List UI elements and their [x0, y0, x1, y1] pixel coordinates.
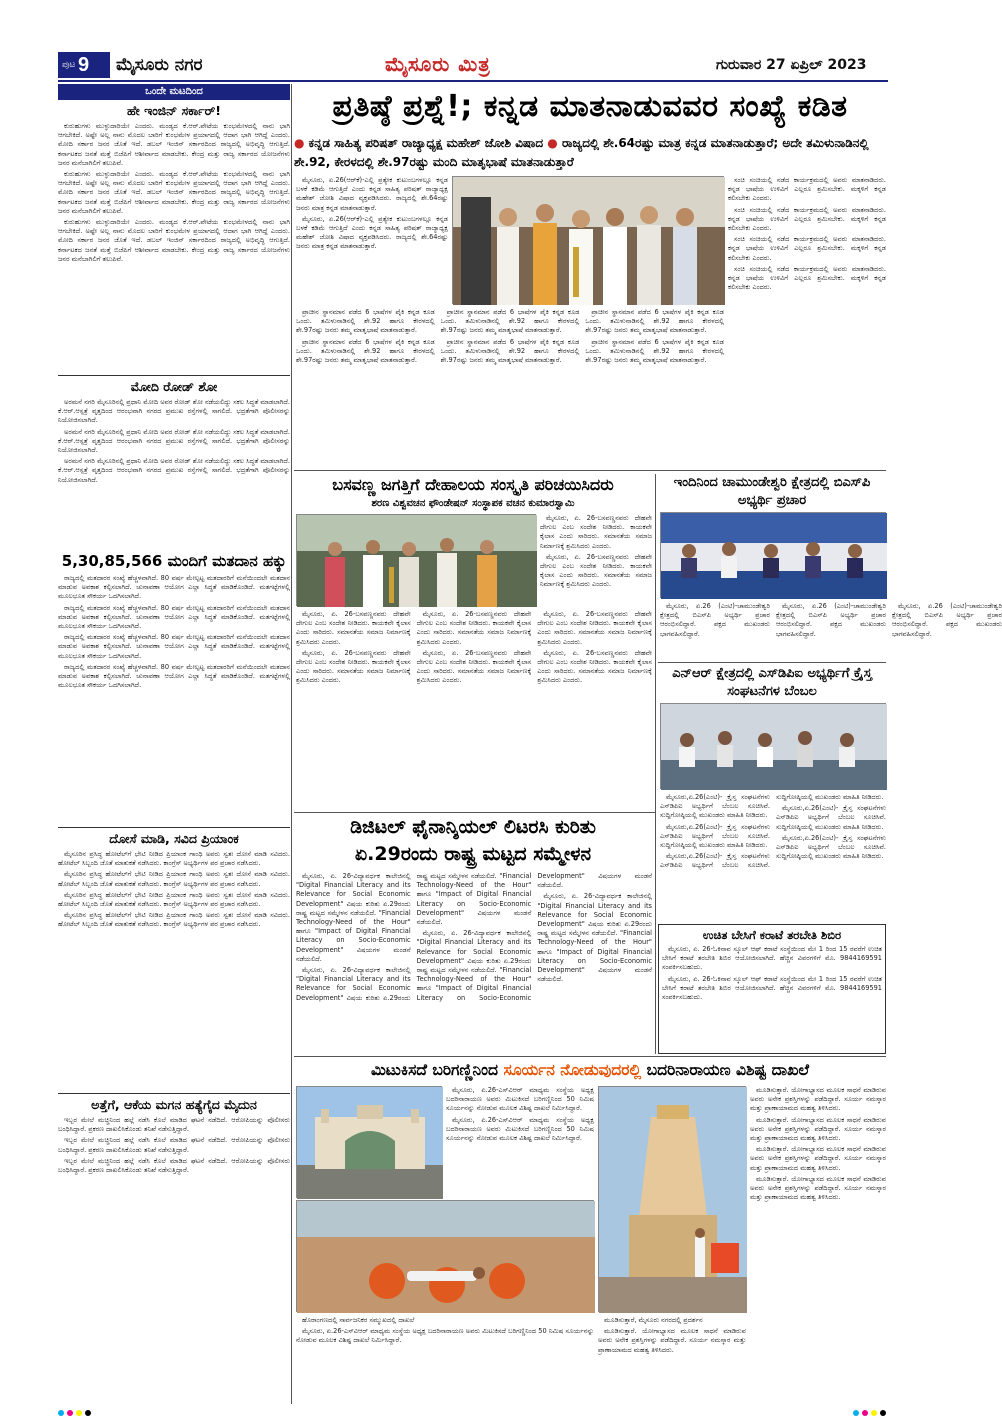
basava-subheadline: ಶರಣ ವಿಶ್ವವಚನ ಫೌಂಡೇಷನ್ ಸಂಸ್ಥಾಪಕ ವಚನ ಕುಮಾರಸ್ವಾಮಿ [371, 498, 575, 509]
story-paragraph: ಮೈಸೂರು, ಏ.26-ಎಸ್‌ವಿಆರ್ ಮಾಧ್ಯಮ ಸಂಸ್ಥೆಯ ಅಧ್ಯಕ್ಷ ಬದರಿನಾರಾಯಣ ಅವರು ಮಿಟುಕಿಸದೆ ಬರಿಗಣ್ಣಿನಿಂದ 50 ನಿಮಿಷ ಸೂರ್ಯನನ್ನು ನೋಡುವ ಮೂಲಕ ವಿಶಿಷ್ಟ ದಾಖಲೆ ನಿರ್ಮಿಸಿದ್ದಾರೆ. [446, 1086, 594, 1113]
story-paragraph: ಮೈಸೂರಿನ ಪ್ರಸಿದ್ಧ ಹೋಟೆಲ್‌ಗೆ ಭೇಟಿ ನೀಡಿದ ಪ್ರಿಯಾಂಕ ಗಾಂಧಿ ಅವರು ಸ್ವತಃ ದೋಸೆ ಮಾಡಿ ಸವಿದರು. ಹೋಟೆಲ್ ಸಿಬ್ಬಂದಿ ಜೊತೆ ಮಾತುಕತೆ ನಡೆಸಿದರು. ಕಾಂಗ್ರೆಸ್ ಅಭ್ಯರ್ಥಿಗಳ ಪರ ಪ್ರಚಾರ ನಡೆಸಿದರು. [58, 890, 290, 909]
lead-body-right [728, 176, 886, 406]
paper-logo: ಮೈಸೂರು ಮಿತ್ರ [385, 52, 491, 76]
story-paragraph: ಮೈಸೂರು, ಏ. 26-ಬಸವಣ್ಣನವರು ದೇಹವೇ ದೇಗುಲ ಎಂಬ ಸಂದೇಶ ನೀಡಿದರು. ಕಾಯಕವೇ ಕೈಲಾಸ ಎಂದು ಸಾರಿದರು. ಸಮಾನತೆಯ ಸಮಾಜ ನಿರ್ಮಾಣಕ್ಕೆ ಶ್ರಮಿಸಿದರು ಎಂದರು. [416, 610, 532, 646]
story-paragraph: ಇಬ್ಬರ ಮೇಲೆ ಮಚ್ಚಿನಿಂದ ಹಲ್ಲೆ ನಡೆಸಿ ಕೊಲೆ ಮಾಡಿದ ಘಟನೆ ನಡೆದಿದೆ. ಆರೋಪಿಯನ್ನು ಪೊಲೀಸರು ಬಂಧಿಸಿದ್ದಾರೆ. ಪ್ರಕರಣ ದಾಖಲಿಸಿಕೊಂಡು ತನಿಖೆ ನಡೆಸುತ್ತಿದ್ದಾರೆ. [58, 1116, 290, 1134]
story-paragraph: ಮೈಸೂರು, ಏ. 26-ಬಸವಣ್ಣನವರು ದೇಹವೇ ದೇಗುಲ ಎಂಬ ಸಂದೇಶ ನೀಡಿದರು. ಕಾಯಕವೇ ಕೈಲಾಸ ಎಂದು ಸಾರಿದರು. ಸಮಾನತೆಯ ಸಮಾಜ ನಿರ್ಮಾಣಕ್ಕೆ ಶ್ರಮಿಸಿದರು ಎಂದರು. [416, 648, 532, 685]
story-paragraph: ಇಬ್ಬರ ಮೇಲೆ ಮಚ್ಚಿನಿಂದ ಹಲ್ಲೆ ನಡೆಸಿ ಕೊಲೆ ಮಾಡಿದ ಘಟನೆ ನಡೆದಿದೆ. ಆರೋಪಿಯನ್ನು ಪೊಲೀಸರು ಬಂಧಿಸಿದ್ದಾರೆ. ಪ್ರಕರಣ ದಾಖಲಿಸಿಕೊಂಡು ತನಿಖೆ ನಡೆಸುತ್ತಿದ್ದಾರೆ. [58, 1136, 290, 1154]
lead-sub-2: ರಾಜ್ಯದಲ್ಲಿ ಶೇ.64ರಷ್ಟು ಮಾತ್ರ ಕನ್ನಡ ಮಾತನಾಡುತ್ತಾರೆ; ಅದೇ ತಮಿಳುನಾಡಿನಲ್ಲಿ ಶೇ.92, ಕೇರಳದಲ್ಲಿ ಶೇ.97ರಷ್ಟು ಮಂದಿ ಮಾತೃಭಾಷೆ ಮಾತನಾಡುತ್ತಾರೆ [294, 136, 869, 169]
story-paragraph: ಮೂಡಿಸುತ್ತಾರೆ. ಯೋಗಾಭ್ಯಾಸದ ಮೂಲಕ ಸಾಧನೆ ಮಾಡಿರುವ ಅವರು ಅನೇಕ ಪ್ರಶಸ್ತಿಗಳನ್ನು ಪಡೆದಿದ್ದಾರೆ. ಸೂರ್ಯ ನಮಸ್ಕಾರ ಮತ್ತು ಪ್ರಾಣಾಯಾಮದ ಮಹತ್ವ ತಿಳಿಸಿದರು. [750, 1086, 886, 1113]
story-paragraph: ಅರಮನೆ ನಗರಿ ಮೈಸೂರಿನಲ್ಲಿ ಪ್ರಧಾನಿ ಮೋದಿ ಅವರ ರೋಡ್ ಶೋ ನಡೆಯಲಿದ್ದು ಸಕಲ ಸಿದ್ಧತೆ ಮಾಡಲಾಗಿದೆ. ಕೆ.ಆರ್.ಆಸ್ಪತ್ರೆ ವೃತ್ತದಿಂದ ಆರಂಭವಾಗಿ ನಗರದ ಪ್ರಮುಖ ರಸ್ತೆಗಳಲ್ಲಿ ಸಾಗಲಿದೆ. ಭದ್ರತೆಗಾಗಿ ಪೊಲೀಸರನ್ನು ನಿಯೋಜಿಸಲಾಗಿದೆ. [58, 398, 290, 425]
bsp-photo [660, 512, 886, 598]
story-paragraph: ಅರಮನೆ ನಗರಿ ಮೈಸೂರಿನಲ್ಲಿ ಪ್ರಧಾನಿ ಮೋದಿ ಅವರ ರೋಡ್ ಶೋ ನಡೆಯಲಿದ್ದು ಸಕಲ ಸಿದ್ಧತೆ ಮಾಡಲಾಗಿದೆ. ಕೆ.ಆರ್.ಆಸ್ಪತ್ರೆ ವೃತ್ತದಿಂದ ಆರಂಭವಾಗಿ ನಗರದ ಪ್ರಮುಖ ರಸ್ತೆಗಳಲ್ಲಿ ಸಾಗಲಿದೆ. ಭದ್ರತೆಗಾಗಿ ಪೊಲೀಸರನ್ನು ನಿಯೋಜಿಸಲಾಗಿದೆ. [58, 457, 290, 484]
story-paragraph: ಮೈಸೂರಿನ ಪ್ರಸಿದ್ಧ ಹೋಟೆಲ್‌ಗೆ ಭೇಟಿ ನೀಡಿದ ಪ್ರಿಯಾಂಕ ಗಾಂಧಿ ಅವರು ಸ್ವತಃ ದೋಸೆ ಮಾಡಿ ಸವಿದರು. ಹೋಟೆಲ್ ಸಿಬ್ಬಂದಿ ಜೊತೆ ಮಾತುಕತೆ ನಡೆಸಿದರು. ಕಾಂಗ್ರೆಸ್ ಅಭ್ಯರ್ಥಿಗಳ ಪರ ಪ್ರಚಾರ ನಡೆಸಿದರು. [58, 911, 290, 929]
lead-body-left [296, 176, 448, 304]
story-paragraph: ಪ್ರಾಚೀನ ಸ್ಥಾನಮಾನ ಪಡೆದ 6 ಭಾಷೆಗಳ ಪೈಕಿ ಕನ್ನಡ ಕೂಡ ಒಂದು. ತಮಿಳುನಾಡಿನಲ್ಲಿ ಶೇ.92 ಹಾಗೂ ಕೇರಳದಲ್ಲಿ ಶೇ.97ರಷ್ಟು ಜನರು ತಮ್ಮ ಮಾತೃಭಾಷೆ ಮಾತನಾಡುತ್ತಾರೆ. [585, 337, 724, 365]
yoga-headline-pre: ಮಿಟುಕಿಸದೆ ಬರಿಗಣ್ಣಿನಿಂದ [370, 1061, 499, 1079]
digital-headline-2: ಏ.29ರಂದು ರಾಷ್ಟ್ರ ಮಟ್ಟದ ಸಮ್ಮೇಳನ [354, 843, 592, 865]
story-paragraph: ಮೈಸೂರು, ಏ. 26-ಓಕಿನಾವ ಸ್ಕೂಲ್ ಆಫ್ ಕರಾಟೆ ಸಂಸ್ಥೆಯಿಂದ ಮೇ 1 ರಿಂದ 15 ರವರೆಗೆ ಉಚಿತ ಬೇಸಿಗೆ ಕರಾಟೆ ತರಬೇತಿ ಶಿಬಿರ ಆಯೋಜಿಸಲಾಗಿದೆ. ಹೆಚ್ಚಿನ ವಿವರಗಳಿಗೆ ಮೊ. 9844169591 ಸಂಪರ್ಕಿಸಬಹುದು. [662, 945, 882, 972]
camp-body [662, 945, 882, 1049]
story-paragraph: ಇಬ್ಬರ ಮೇಲೆ ಮಚ್ಚಿನಿಂದ ಹಲ್ಲೆ ನಡೆಸಿ ಕೊಲೆ ಮಾಡಿದ ಘಟನೆ ನಡೆದಿದೆ. ಆರೋಪಿಯನ್ನು ಪೊಲೀಸರು ಬಂಧಿಸಿದ್ದಾರೆ. ಪ್ರಕರಣ ದಾಖಲಿಸಿಕೊಂಡು ತನಿಖೆ ನಡೆಸುತ್ತಿದ್ದಾರೆ. [58, 1156, 290, 1175]
page-number-box [58, 52, 110, 78]
basava-photo [296, 514, 536, 606]
story-paragraph: ಸಂಚಿ ಸಂಚಿಯಲ್ಲಿ ನಡೆದ ಕಾರ್ಯಕ್ರಮದಲ್ಲಿ ಅವರು ಮಾತನಾಡಿದರು. ಕನ್ನಡ ಭಾಷೆಯ ಉಳಿವಿಗೆ ಎಲ್ಲರೂ ಶ್ರಮಿಸಬೇಕು. ಮಕ್ಕಳಿಗೆ ಕನ್ನಡ ಕಲಿಸಬೇಕು ಎಂದರು. [728, 205, 886, 233]
story-paragraph: ಮೈಸೂರು, ಏ.26 (ಎಂಟಿ)-ಚಾಮುಂಡೇಶ್ವರಿ ಕ್ಷೇತ್ರದಲ್ಲಿ ಬಿಎಸ್‌ಪಿ ಅಭ್ಯರ್ಥಿ ಪ್ರಚಾರ ಆರಂಭಿಸಲಿದ್ದಾರೆ. ಪಕ್ಷದ ಮುಖಂಡರು ಭಾಗವಹಿಸಲಿದ್ದಾರೆ. [776, 602, 886, 638]
story-paragraph: ಮೂಡಿಸುತ್ತಾರೆ. ಯೋಗಾಭ್ಯಾಸದ ಮೂಲಕ ಸಾಧನೆ ಮಾಡಿರುವ ಅವರು ಅನೇಕ ಪ್ರಶಸ್ತಿಗಳನ್ನು ಪಡೆದಿದ್ದಾರೆ. ಸೂರ್ಯ ನಮಸ್ಕಾರ ಮತ್ತು ಪ್ರಾಣಾಯಾಮದ ಮಹತ್ವ ತಿಳಿಸಿದರು. [750, 1115, 886, 1143]
story-paragraph: ಮೈಸೂರು, ಏ.26 (ಎಂಟಿ)-ಚಾಮುಂಡೇಶ್ವರಿ ಕ್ಷೇತ್ರದಲ್ಲಿ ಬಿಎಸ್‌ಪಿ ಅಭ್ಯರ್ಥಿ ಪ್ರಚಾರ ಆರಂಭಿಸಲಿದ್ದಾರೆ. ಪಕ್ಷದ ಮುಖಂಡರು ಭಾಗವಹಿಸಲಿದ್ದಾರೆ. [892, 602, 1002, 638]
seminar-photo [297, 515, 537, 607]
story-paragraph: ಪ್ರಾಚೀನ ಸ್ಥಾನಮಾನ ಪಡೆದ 6 ಭಾಷೆಗಳ ಪೈಕಿ ಕನ್ನಡ ಕೂಡ ಒಂದು. ತಮಿಳುನಾಡಿನಲ್ಲಿ ಶೇ.92 ಹಾಗೂ ಕೇರಳದಲ್ಲಿ ಶೇ.97ರಷ್ಟು ಜನರು ತಮ್ಮ ಮಾತೃಭಾಷೆ ಮಾತನಾಡುತ್ತಾರೆ. [440, 337, 580, 365]
story-paragraph: ಮೈಸೂರು,ಏ.26(ಎಂಟಿ)- ಕ್ರೈಸ್ತ ಸಂಘಟನೆಗಳು ಎಸ್‌ಡಿಪಿಐ ಅಭ್ಯರ್ಥಿಗೆ ಬೆಂಬಲ ಸೂಚಿಸಿವೆ. ಸುದ್ದಿಗೋಷ್ಠಿಯಲ್ಲಿ ಮುಖಂಡರು ಮಾಹಿತಿ ನೀಡಿದರು. [660, 793, 770, 820]
sdpi-press-photo [661, 704, 887, 790]
sdpi-photo [660, 703, 886, 789]
basava-headline: ಬಸವಣ್ಣ ಜಗತ್ತಿಗೆ ದೇಹಾಲಯ ಸಂಸ್ಕೃತಿ ಪರಿಚಯಿಸಿದರು [332, 475, 614, 494]
yoga-photo [296, 1200, 594, 1312]
sdpi-headline: ಎನ್‌ಆರ್ ಕ್ಷೇತ್ರದಲ್ಲಿ ಎಸ್‌ಡಿಪಿಐ ಅಭ್ಯರ್ಥಿಗೆ ಕ್ರೈಸ್ತ ಸಂಘಟನೆಗಳ ಬೆಂಬಲ [672, 666, 872, 699]
yoga-headline [294, 1058, 886, 1082]
temple-photo [598, 1086, 746, 1312]
continued-band: ಒಂದೇ ಮಟದಿಂದ [58, 84, 290, 100]
yoga-caption-2 [598, 1316, 746, 1400]
yoga-headline-post: ಬದರಿನಾರಾಯಣ ವಿಶಿಷ್ಟ ದಾಖಲೆ [646, 1061, 810, 1079]
story-paragraph: ಮೂಡಿಸುತ್ತಾರೆ. ಯೋಗಾಭ್ಯಾಸದ ಮೂಲಕ ಸಾಧನೆ ಮಾಡಿರುವ ಅವರು ಅನೇಕ ಪ್ರಶಸ್ತಿಗಳನ್ನು ಪಡೆದಿದ್ದಾರೆ. ಸೂರ್ಯ ನಮಸ್ಕಾರ ಮತ್ತು ಪ್ರಾಣಾಯಾಮದ ಮಹತ್ವ ತಿಳಿಸಿದರು. [750, 1174, 886, 1202]
story-paragraph: ಪ್ರಾಚೀನ ಸ್ಥಾನಮಾನ ಪಡೆದ 6 ಭಾಷೆಗಳ ಪೈಕಿ ಕನ್ನಡ ಕೂಡ ಒಂದು. ತಮಿಳುನಾಡಿನಲ್ಲಿ ಶೇ.92 ಹಾಗೂ ಕೇರಳದಲ್ಲಿ ಶೇ.97ರಷ್ಟು ಜನರು ತಮ್ಮ ಮಾತೃಭಾಷೆ ಮಾತನಾಡುತ್ತಾರೆ. [296, 337, 435, 365]
bullet-icon: ● [547, 136, 558, 150]
story-paragraph: ರಾಜ್ಯದಲ್ಲಿ ಮತದಾರರ ಸಂಖ್ಯೆ ಹೆಚ್ಚಳವಾಗಿದೆ. 80 ವರ್ಷ ಮೇಲ್ಪಟ್ಟ ಮತದಾರರಿಗೆ ಮನೆಯಿಂದಲೇ ಮತದಾನ ಮಾಡುವ ಅವಕಾಶ ಕಲ್ಪಿಸಲಾಗಿದೆ. ಚುನಾವಣಾ ಆಯೋಗ ಎಲ್ಲಾ ಸಿದ್ಧತೆ ಮಾಡಿಕೊಂಡಿದೆ. ಮತಗಟ್ಟೆಗಳಲ್ಲಿ ಮೂಲಭೂತ ಸೌಕರ್ಯ ಒದಗಿಸಲಾಗಿದೆ. [58, 574, 290, 601]
basava-body [296, 610, 652, 810]
story-paragraph: ಮೈಸೂರು,ಏ.26(ಎಂಟಿ)- ಕ್ರೈಸ್ತ ಸಂಘಟನೆಗಳು ಎಸ್‌ಡಿಪಿಐ ಅಭ್ಯರ್ಥಿಗೆ ಬೆಂಬಲ ಸೂಚಿಸಿವೆ. ಸುದ್ದಿಗೋಷ್ಠಿಯಲ್ಲಿ ಮುಖಂಡರು ಮಾಹಿತಿ ನೀಡಿದರು. [776, 833, 886, 861]
masthead [0, 0, 945, 96]
digital-body [296, 872, 652, 1052]
story-paragraph: ಸಂಚಿ ಸಂಚಿಯಲ್ಲಿ ನಡೆದ ಕಾರ್ಯಕ್ರಮದಲ್ಲಿ ಅವರು ಮಾತನಾಡಿದರು. ಕನ್ನಡ ಭಾಷೆಯ ಉಳಿವಿಗೆ ಎಲ್ಲರೂ ಶ್ರಮಿಸಬೇಕು. ಮಕ್ಕಳಿಗೆ ಕನ್ನಡ ಕಲಿಸಬೇಕು ಎಂದರು. [728, 264, 886, 292]
lead-sub-1: ಕನ್ನಡ ಸಾಹಿತ್ಯ ಪರಿಷತ್ ರಾಜ್ಯಾಧ್ಯಕ್ಷ ಮಹೇಶ್ ಜೋಶಿ ವಿಷಾದ [308, 136, 544, 150]
story-paragraph: ಮೈಸೂರು, ಏ. 26-ವಿದ್ಯಾವರ್ಧಕ ಕಾಲೇಜಿನಲ್ಲಿ "Digital Financial Literacy and its Relevance for Social Economic Development" ವಿಷಯ ಕುರಿತು ಏ.29ರಂದು ರಾಷ್ಟ್ರ ಮಟ್ಟದ ಸಮ್ಮೇಳನ ನಡೆಯಲಿದೆ. "Financial Technology-Need of the Hour" ಹಾಗೂ "Impact of Digital Financial Literacy on Socio-Economic Development" ವಿಷಯಗಳ ಮಂಡನೆ ನಡೆಯಲಿದೆ. [537, 892, 652, 984]
palace-gate-photo [297, 1087, 443, 1199]
caption: ಮೂಡಿಸುತ್ತಾರೆ, ಮೈಸೂರು ನಗರದಲ್ಲಿ ಪ್ರದರ್ಶನ [604, 1316, 703, 1324]
palace-photo [296, 1086, 442, 1198]
lead-headline: ಪ್ರತಿಷ್ಠೆ ಪ್ರಶ್ನೆ!; ಕನ್ನಡ ಮಾತನಾಡುವವರ ಸಂಖ್ಯೆ ಕಡಿತ [332, 89, 848, 124]
story-paragraph: ಕುರುಹುಗಳು ಮುಳ್ಳುದಾರಿಯೇ ಎಂದರು. ಮಂಡ್ಯದ ಕೆ.ಆರ್.ಪೇಟೆಯ ಕುಂಭಮೇಳದಲ್ಲಿ ನಾನು ಭಾಗಿ ಆಗಬೇಕಿದೆ. ಅಷ್ಟೇ ಅಲ್ಲ ನಾನು ಮೊದಲ ಬಾರಿಗೆ ಕುಂಭಮೇಳ ಪ್ರಯಾಗದಲ್ಲಿ ಆದಾಗ ಭಾಗಿ ಆಗಿದ್ದೆ ಎಂದರು. ಮೋದಿ ಸರ್ಕಾರ ಜನರ ಜೊತೆ ಇದೆ. ಡಬಲ್ ಇಂಜಿನ್ ಸರ್ಕಾರದಿಂದ ರಾಜ್ಯದಲ್ಲಿ ಅಭಿವೃದ್ಧಿ ಆಗುತ್ತಿದೆ. ಕರ್ನಾಟಕದ ಜನತೆ ಮತ್ತೆ ಬಿಜೆಪಿಗೆ ಆಶೀರ್ವಾದ ಮಾಡಬೇಕು. ಕೇಂದ್ರ ಮತ್ತು ರಾಜ್ಯ ಸರ್ಕಾರದ ಯೋಜನೆಗಳು ಜನರ ಮನೆಬಾಗಿಲಿಗೆ ತಲುಪಿವೆ. [58, 218, 290, 263]
voters-headline: 5,30,85,566 ಮಂದಿಗೆ ಮತದಾನ ಹಕ್ಕು [61, 552, 287, 570]
section-name: ಮೈಸೂರು ನಗರ [116, 55, 203, 75]
story-body [58, 122, 290, 372]
story-paragraph: ಕುರುಹುಗಳು ಮುಳ್ಳುದಾರಿಯೇ ಎಂದರು. ಮಂಡ್ಯದ ಕೆ.ಆರ್.ಪೇಟೆಯ ಕುಂಭಮೇಳದಲ್ಲಿ ನಾನು ಭಾಗಿ ಆಗಬೇಕಿದೆ. ಅಷ್ಟೇ ಅಲ್ಲ ನಾನು ಮೊದಲ ಬಾರಿಗೆ ಕುಂಭಮೇಳ ಪ್ರಯಾಗದಲ್ಲಿ ಆದಾಗ ಭಾಗಿ ಆಗಿದ್ದೆ ಎಂದರು. ಮೋದಿ ಸರ್ಕಾರ ಜನರ ಜೊತೆ ಇದೆ. ಡಬಲ್ ಇಂಜಿನ್ ಸರ್ಕಾರದಿಂದ ರಾಜ್ಯದಲ್ಲಿ ಅಭಿವೃದ್ಧಿ ಆಗುತ್ತಿದೆ. ಕರ್ನಾಟಕದ ಜನತೆ ಮತ್ತೆ ಬಿಜೆಪಿಗೆ ಆಶೀರ್ವಾದ ಮಾಡಬೇಕು. ಕೇಂದ್ರ ಮತ್ತು ರಾಜ್ಯ ಸರ್ಕಾರದ ಯೋಜನೆಗಳು ಜನರ ಮನೆಬಾಗಿಲಿಗೆ ತಲುಪಿವೆ. [58, 122, 290, 167]
lamp-lighting-photo [453, 177, 725, 305]
yoga-headline-accent: ಸೂರ್ಯನ ನೋಡುವುದರಲ್ಲಿ [503, 1061, 642, 1079]
issue-date: ಗುರುವಾರ 27 ಏಪ್ರಿಲ್ 2023 [716, 57, 867, 73]
left-column [58, 84, 290, 1404]
yoga-body-right [750, 1086, 886, 1346]
column-divider [655, 474, 656, 1054]
story-paragraph: ಮೈಸೂರು,ಏ.26(ಎಂಟಿ)- ಕ್ರೈಸ್ತ ಸಂಘಟನೆಗಳು ಎಸ್‌ಡಿಪಿಐ ಅಭ್ಯರ್ಥಿಗೆ ಬೆಂಬಲ ಸೂಚಿಸಿವೆ. ಸುದ್ದಿಗೋಷ್ಠಿಯಲ್ಲಿ ಮುಖಂಡರು ಮಾಹಿತಿ ನೀಡಿದರು. [660, 822, 770, 850]
story-headline: ಹೇ ಇಂಜಿನ್ ಸರ್ಕಾರ್! [126, 103, 222, 118]
story-paragraph: ಮೈಸೂರು, ಏ. 26-ಬಸವಣ್ಣನವರು ದೇಹವೇ ದೇಗುಲ ಎಂಬ ಸಂದೇಶ ನೀಡಿದರು. ಕಾಯಕವೇ ಕೈಲಾಸ ಎಂದು ಸಾರಿದರು. ಸಮಾನತೆಯ ಸಮಾಜ ನಿರ್ಮಾಣಕ್ಕೆ ಶ್ರಮಿಸಿದರು ಎಂದರು. [537, 610, 652, 646]
section-divider [294, 1056, 886, 1057]
story-paragraph: ಮೈಸೂರು, ಏ.26(ಆರ್‌ಕೆ)-ಎಲ್ಲಿ ಪ್ರತ್ಯೇಕ ಕುಟುಂಬಗಳಲ್ಲೂ ಕನ್ನಡ ಬಳಕೆ ಕಡಿಮೆ ಆಗುತ್ತಿದೆ ಎಂದು ಕನ್ನಡ ಸಾಹಿತ್ಯ ಪರಿಷತ್ ರಾಜ್ಯಾಧ್ಯಕ್ಷ ಮಹೇಶ್ ಜೋಶಿ ವಿಷಾದ ವ್ಯಕ್ತಪಡಿಸಿದರು. ರಾಜ್ಯದಲ್ಲಿ ಶೇ.64ರಷ್ಟು ಜನರು ಮಾತ್ರ ಕನ್ನಡ ಮಾತನಾಡುತ್ತಾರೆ. [296, 176, 448, 212]
lead-body-mid [296, 308, 724, 468]
yoga-caption-1 [296, 1316, 594, 1400]
story-paragraph: ಮೈಸೂರು, ಏ.26-ಎಸ್‌ವಿಆರ್ ಮಾಧ್ಯಮ ಸಂಸ್ಥೆಯ ಅಧ್ಯಕ್ಷ ಬದರಿನಾರಾಯಣ ಅವರು ಮಿಟುಕಿಸದೆ ಬರಿಗಣ್ಣಿನಿಂದ 50 ನಿಮಿಷ ಸೂರ್ಯನನ್ನು ನೋಡುವ ಮೂಲಕ ವಿಶಿಷ್ಟ ದಾಖಲೆ ನಿರ್ಮಿಸಿದ್ದಾರೆ. [296, 1327, 594, 1345]
story-paragraph: ಮೈಸೂರು, ಏ.26(ಆರ್‌ಕೆ)-ಎಲ್ಲಿ ಪ್ರತ್ಯೇಕ ಕುಟುಂಬಗಳಲ್ಲೂ ಕನ್ನಡ ಬಳಕೆ ಕಡಿಮೆ ಆಗುತ್ತಿದೆ ಎಂದು ಕನ್ನಡ ಸಾಹಿತ್ಯ ಪರಿಷತ್ ರಾಜ್ಯಾಧ್ಯಕ್ಷ ಮಹೇಶ್ ಜೋಶಿ ವಿಷಾದ ವ್ಯಕ್ತಪಡಿಸಿದರು. ರಾಜ್ಯದಲ್ಲಿ ಶೇ.64ರಷ್ಟು ಜನರು ಮಾತ್ರ ಕನ್ನಡ ಮಾತನಾಡುತ್ತಾರೆ. [296, 214, 448, 251]
digital-headline-1: ಡಿಜಿಟಲ್ ಫೈನಾನ್ಶಿಯಲ್ ಲಿಟರಸಿ ಕುರಿತು [350, 816, 596, 838]
story-paragraph: ಪ್ರಾಚೀನ ಸ್ಥಾನಮಾನ ಪಡೆದ 6 ಭಾಷೆಗಳ ಪೈಕಿ ಕನ್ನಡ ಕೂಡ ಒಂದು. ತಮಿಳುನಾಡಿನಲ್ಲಿ ಶೇ.92 ಹಾಗೂ ಕೇರಳದಲ್ಲಿ ಶೇ.97ರಷ್ಟು ಜನರು ತಮ್ಮ ಮಾತೃಭಾಷೆ ಮಾತನಾಡುತ್ತಾರೆ. [440, 308, 580, 335]
registration-marks [58, 1410, 886, 1418]
story-headline: ಮೋದಿ ರೋಡ್ ಶೋ [58, 375, 290, 395]
story-body [58, 574, 290, 824]
story-paragraph: ಮೈಸೂರು, ಏ.26 (ಎಂಟಿ)-ಚಾಮುಂಡೇಶ್ವರಿ ಕ್ಷೇತ್ರದಲ್ಲಿ ಬಿಎಸ್‌ಪಿ ಅಭ್ಯರ್ಥಿ ಪ್ರಚಾರ ಆರಂಭಿಸಲಿದ್ದಾರೆ. ಪಕ್ಷದ ಮುಖಂಡರು ಭಾಗವಹಿಸಲಿದ್ದಾರೆ. [660, 602, 770, 638]
section-divider [294, 812, 655, 813]
temple-tower-photo [599, 1087, 747, 1313]
caption: ಹೊರಾಂಗಣದಲ್ಲಿ ಸಾರ್ವಜನಿಕರ ಸಮ್ಮುಖದಲ್ಲಿ ದಾಖಲೆ [302, 1316, 415, 1324]
story-paragraph: ರಾಜ್ಯದಲ್ಲಿ ಮತದಾರರ ಸಂಖ್ಯೆ ಹೆಚ್ಚಳವಾಗಿದೆ. 80 ವರ್ಷ ಮೇಲ್ಪಟ್ಟ ಮತದಾರರಿಗೆ ಮನೆಯಿಂದಲೇ ಮತದಾನ ಮಾಡುವ ಅವಕಾಶ ಕಲ್ಪಿಸಲಾಗಿದೆ. ಚುನಾವಣಾ ಆಯೋಗ ಎಲ್ಲಾ ಸಿದ್ಧತೆ ಮಾಡಿಕೊಂಡಿದೆ. ಮತಗಟ್ಟೆಗಳಲ್ಲಿ ಮೂಲಭೂತ ಸೌಕರ್ಯ ಒದಗಿಸಲಾಗಿದೆ. [58, 603, 290, 631]
story-paragraph: ಮೈಸೂರು, ಏ. 26-ಬಸವಣ್ಣನವರು ದೇಹವೇ ದೇಗುಲ ಎಂಬ ಸಂದೇಶ ನೀಡಿದರು. ಕಾಯಕವೇ ಕೈಲಾಸ ಎಂದು ಸಾರಿದರು. ಸಮಾನತೆಯ ಸಮಾಜ ನಿರ್ಮಾಣಕ್ಕೆ ಶ್ರಮಿಸಿದರು ಎಂದರು. [537, 648, 652, 685]
story-body [58, 398, 290, 548]
column-divider [291, 84, 292, 1404]
story-paragraph: ಕುರುಹುಗಳು ಮುಳ್ಳುದಾರಿಯೇ ಎಂದರು. ಮಂಡ್ಯದ ಕೆ.ಆರ್.ಪೇಟೆಯ ಕುಂಭಮೇಳದಲ್ಲಿ ನಾನು ಭಾಗಿ ಆಗಬೇಕಿದೆ. ಅಷ್ಟೇ ಅಲ್ಲ ನಾನು ಮೊದಲ ಬಾರಿಗೆ ಕುಂಭಮೇಳ ಪ್ರಯಾಗದಲ್ಲಿ ಆದಾಗ ಭಾಗಿ ಆಗಿದ್ದೆ ಎಂದರು. ಮೋದಿ ಸರ್ಕಾರ ಜನರ ಜೊತೆ ಇದೆ. ಡಬಲ್ ಇಂಜಿನ್ ಸರ್ಕಾರದಿಂದ ರಾಜ್ಯದಲ್ಲಿ ಅಭಿವೃದ್ಧಿ ಆಗುತ್ತಿದೆ. ಕರ್ನಾಟಕದ ಜನತೆ ಮತ್ತೆ ಬಿಜೆಪಿಗೆ ಆಶೀರ್ವಾದ ಮಾಡಬೇಕು. ಕೇಂದ್ರ ಮತ್ತು ರಾಜ್ಯ ಸರ್ಕಾರದ ಯೋಜನೆಗಳು ಜನರ ಮನೆಬಾಗಿಲಿಗೆ ತಲುಪಿವೆ. [58, 170, 290, 215]
story-paragraph: ಮೈಸೂರು,ಏ.26(ಎಂಟಿ)- ಕ್ರೈಸ್ತ ಸಂಘಟನೆಗಳು ಎಸ್‌ಡಿಪಿಐ ಅಭ್ಯರ್ಥಿಗೆ ಬೆಂಬಲ ಸೂಚಿಸಿವೆ. ಸುದ್ದಿಗೋಷ್ಠಿಯಲ್ಲಿ ಮುಖಂಡರು ಮಾಹಿತಿ ನೀಡಿದರು. [776, 804, 886, 831]
story-paragraph: ಮೈಸೂರು, ಏ. 26-ಬಸವಣ್ಣನವರು ದೇಹವೇ ದೇಗುಲ ಎಂಬ ಸಂದೇಶ ನೀಡಿದರು. ಕಾಯಕವೇ ಕೈಲಾಸ ಎಂದು ಸಾರಿದರು. ಸಮಾನತೆಯ ಸಮಾಜ ನಿರ್ಮಾಣಕ್ಕೆ ಶ್ರಮಿಸಿದರು ಎಂದರು. [296, 648, 411, 685]
basava-body-right [540, 514, 652, 606]
story-paragraph: ರಾಜ್ಯದಲ್ಲಿ ಮತದಾರರ ಸಂಖ್ಯೆ ಹೆಚ್ಚಳವಾಗಿದೆ. 80 ವರ್ಷ ಮೇಲ್ಪಟ್ಟ ಮತದಾರರಿಗೆ ಮನೆಯಿಂದಲೇ ಮತದಾನ ಮಾಡುವ ಅವಕಾಶ ಕಲ್ಪಿಸಲಾಗಿದೆ. ಚುನಾವಣಾ ಆಯೋಗ ಎಲ್ಲಾ ಸಿದ್ಧತೆ ಮಾಡಿಕೊಂಡಿದೆ. ಮತಗಟ್ಟೆಗಳಲ್ಲಿ ಮೂಲಭೂತ ಸೌಕರ್ಯ ಒದಗಿಸಲಾಗಿದೆ. [58, 633, 290, 660]
story-headline: ಅತ್ತೆಗೆ, ಆಕೆಯ ಮಗನ ಹತ್ಯೆಗೈದ ಮೈದುನ [58, 1093, 290, 1113]
registration-dots-left [58, 1410, 91, 1418]
story-paragraph: ಮೈಸೂರಿನ ಪ್ರಸಿದ್ಧ ಹೋಟೆಲ್‌ಗೆ ಭೇಟಿ ನೀಡಿದ ಪ್ರಿಯಾಂಕ ಗಾಂಧಿ ಅವರು ಸ್ವತಃ ದೋಸೆ ಮಾಡಿ ಸವಿದರು. ಹೋಟೆಲ್ ಸಿಬ್ಬಂದಿ ಜೊತೆ ಮಾತುಕತೆ ನಡೆಸಿದರು. ಕಾಂಗ್ರೆಸ್ ಅಭ್ಯರ್ಥಿಗಳ ಪರ ಪ್ರಚಾರ ನಡೆಸಿದರು. [58, 870, 290, 888]
story-paragraph: ಪ್ರಾಚೀನ ಸ್ಥಾನಮಾನ ಪಡೆದ 6 ಭಾಷೆಗಳ ಪೈಕಿ ಕನ್ನಡ ಕೂಡ ಒಂದು. ತಮಿಳುನಾಡಿನಲ್ಲಿ ಶೇ.92 ಹಾಗೂ ಕೇರಳದಲ್ಲಿ ಶೇ.97ರಷ್ಟು ಜನರು ತಮ್ಮ ಮಾತೃಭಾಷೆ ಮಾತನಾಡುತ್ತಾರೆ. [296, 308, 435, 335]
lead-subheadline [294, 134, 886, 174]
story-body [58, 1116, 290, 1256]
story-body [58, 850, 290, 1090]
story-paragraph: ಮೈಸೂರು, ಏ. 26-ಬಸವಣ್ಣನವರು ದೇಹವೇ ದೇಗುಲ ಎಂಬ ಸಂದೇಶ ನೀಡಿದರು. ಕಾಯಕವೇ ಕೈಲಾಸ ಎಂದು ಸಾರಿದರು. ಸಮಾನತೆಯ ಸಮಾಜ ನಿರ್ಮಾಣಕ್ಕೆ ಶ್ರಮಿಸಿದರು ಎಂದರು. [540, 552, 652, 589]
yoga-body-left [446, 1086, 594, 1198]
story-paragraph: ಮೂಡಿಸುತ್ತಾರೆ. ಯೋಗಾಭ್ಯಾಸದ ಮೂಲಕ ಸಾಧನೆ ಮಾಡಿರುವ ಅವರು ಅನೇಕ ಪ್ರಶಸ್ತಿಗಳನ್ನು ಪಡೆದಿದ್ದಾರೆ. ಸೂರ್ಯ ನಮಸ್ಕಾರ ಮತ್ತು ಪ್ರಾಣಾಯಾಮದ ಮಹತ್ವ ತಿಳಿಸಿದರು. [750, 1145, 886, 1172]
story-paragraph: ಮೈಸೂರು, ಏ.26-ಎಸ್‌ವಿಆರ್ ಮಾಧ್ಯಮ ಸಂಸ್ಥೆಯ ಅಧ್ಯಕ್ಷ ಬದರಿನಾರಾಯಣ ಅವರು ಮಿಟುಕಿಸದೆ ಬರಿಗಣ್ಣಿನಿಂದ 50 ನಿಮಿಷ ಸೂರ್ಯನನ್ನು ನೋಡುವ ಮೂಲಕ ವಿಶಿಷ್ಟ ದಾಖಲೆ ನಿರ್ಮಿಸಿದ್ದಾರೆ. [446, 1115, 594, 1143]
story-paragraph: ಮೈಸೂರು,ಏ.26(ಎಂಟಿ)- ಕ್ರೈಸ್ತ ಸಂಘಟನೆಗಳು ಎಸ್‌ಡಿಪಿಐ ಅಭ್ಯರ್ಥಿಗೆ ಬೆಂಬಲ ಸೂಚಿಸಿವೆ. ಸುದ್ದಿಗೋಷ್ಠಿಯಲ್ಲಿ ಮುಖಂಡರು ಮಾಹಿತಿ ನೀಡಿದರು. [660, 793, 884, 870]
story-paragraph: ಮೈಸೂರಿನ ಪ್ರಸಿದ್ಧ ಹೋಟೆಲ್‌ಗೆ ಭೇಟಿ ನೀಡಿದ ಪ್ರಿಯಾಂಕ ಗಾಂಧಿ ಅವರು ಸ್ವತಃ ದೋಸೆ ಮಾಡಿ ಸವಿದರು. ಹೋಟೆಲ್ ಸಿಬ್ಬಂದಿ ಜೊತೆ ಮಾತುಕತೆ ನಡೆಸಿದರು. ಕಾಂಗ್ರೆಸ್ ಅಭ್ಯರ್ಥಿಗಳ ಪರ ಪ್ರಚಾರ ನಡೆಸಿದರು. [58, 850, 290, 868]
sdpi-body [660, 793, 886, 921]
story-paragraph: ಮೈಸೂರು, ಏ. 26-ವಿದ್ಯಾವರ್ಧಕ ಕಾಲೇಜಿನಲ್ಲಿ "Digital Financial Literacy and its Relevance for Social Economic Development" ವಿಷಯ ಕುರಿತು ಏ.29ರಂದು ರಾಷ್ಟ್ರ ಮಟ್ಟದ ಸಮ್ಮೇಳನ ನಡೆಯಲಿದೆ. "Financial Technology-Need of the Hour" ಹಾಗೂ "Impact of Digital Financial Literacy on Socio-Economic Development" ವಿಷಯಗಳ ಮಂಡನೆ ನಡೆಯಲಿದೆ. [296, 872, 411, 963]
page-number: 9 [78, 53, 90, 76]
camp-headline: ಉಚಿತ ಬೇಸಿಗೆ ಕರಾಟೆ ತರಬೇತಿ ಶಿಬಿರ [702, 928, 842, 942]
story-paragraph: ಅರಮನೆ ನಗರಿ ಮೈಸೂರಿನಲ್ಲಿ ಪ್ರಧಾನಿ ಮೋದಿ ಅವರ ರೋಡ್ ಶೋ ನಡೆಯಲಿದ್ದು ಸಕಲ ಸಿದ್ಧತೆ ಮಾಡಲಾಗಿದೆ. ಕೆ.ಆರ್.ಆಸ್ಪತ್ರೆ ವೃತ್ತದಿಂದ ಆರಂಭವಾಗಿ ನಗರದ ಪ್ರಮುಖ ರಸ್ತೆಗಳಲ್ಲಿ ಸಾಗಲಿದೆ. ಭದ್ರತೆಗಾಗಿ ಪೊಲೀಸರನ್ನು ನಿಯೋಜಿಸಲಾಗಿದೆ. [58, 427, 290, 455]
story-paragraph: ಸಂಚಿ ಸಂಚಿಯಲ್ಲಿ ನಡೆದ ಕಾರ್ಯಕ್ರಮದಲ್ಲಿ ಅವರು ಮಾತನಾಡಿದರು. ಕನ್ನಡ ಭಾಷೆಯ ಉಳಿವಿಗೆ ಎಲ್ಲರೂ ಶ್ರಮಿಸಬೇಕು. ಮಕ್ಕಳಿಗೆ ಕನ್ನಡ ಕಲಿಸಬೇಕು ಎಂದರು. [728, 176, 886, 203]
story-paragraph: ಮೈಸೂರು, ಏ. 26-ಬಸವಣ್ಣನವರು ದೇಹವೇ ದೇಗುಲ ಎಂಬ ಸಂದೇಶ ನೀಡಿದರು. ಕಾಯಕವೇ ಕೈಲಾಸ ಎಂದು ಸಾರಿದರು. ಸಮಾನತೆಯ ಸಮಾಜ ನಿರ್ಮಾಣಕ್ಕೆ ಶ್ರಮಿಸಿದರು ಎಂದರು. [540, 514, 652, 550]
bsp-headline: ಇಂದಿನಿಂದ ಚಾಮುಂಡೇಶ್ವರಿ ಕ್ಷೇತ್ರದಲ್ಲಿ ಬಿಎಸ್‌ಪಿ ಅಭ್ಯರ್ಥಿ ಪ್ರಚಾರ [673, 475, 871, 508]
story-paragraph: ಸಂಚಿ ಸಂಚಿಯಲ್ಲಿ ನಡೆದ ಕಾರ್ಯಕ್ರಮದಲ್ಲಿ ಅವರು ಮಾತನಾಡಿದರು. ಕನ್ನಡ ಭಾಷೆಯ ಉಳಿವಿಗೆ ಎಲ್ಲರೂ ಶ್ರಮಿಸಬೇಕು. ಮಕ್ಕಳಿಗೆ ಕನ್ನಡ ಕಲಿಸಬೇಕು ಎಂದರು. [728, 235, 886, 262]
story-paragraph: ಮೈಸೂರು, ಏ. 26-ಬಸವಣ್ಣನವರು ದೇಹವೇ ದೇಗುಲ ಎಂಬ ಸಂದೇಶ ನೀಡಿದರು. ಕಾಯಕವೇ ಕೈಲಾಸ ಎಂದು ಸಾರಿದರು. ಸಮಾನತೆಯ ಸಮಾಜ ನಿರ್ಮಾಣಕ್ಕೆ ಶ್ರಮಿಸಿದರು ಎಂದರು. [296, 610, 411, 646]
story-paragraph: ಮೈಸೂರು, ಏ. 26-ವಿದ್ಯಾವರ್ಧಕ ಕಾಲೇಜಿನಲ್ಲಿ "Digital Financial Literacy and its Relevance for Social Economic Development" ವಿಷಯ ಕುರಿತು ಏ.29ರಂದು ರಾಷ್ಟ್ರ ಮಟ್ಟದ ಸಮ್ಮೇಳನ ನಡೆಯಲಿದೆ. "Financial Technology-Need of the Hour" ಹಾಗೂ "Impact of Digital Financial Literacy on Socio-Economic Development" ವಿಷಯಗಳ ಮಂಡನೆ ನಡೆಯಲಿದೆ. [416, 872, 652, 1002]
story-paragraph: ಮೂಡಿಸುತ್ತಾರೆ. ಯೋಗಾಭ್ಯಾಸದ ಮೂಲಕ ಸಾಧನೆ ಮಾಡಿರುವ ಅವರು ಅನೇಕ ಪ್ರಶಸ್ತಿಗಳನ್ನು ಪಡೆದಿದ್ದಾರೆ. ಸೂರ್ಯ ನಮಸ್ಕಾರ ಮತ್ತು ಪ್ರಾಣಾಯಾಮದ ಮಹತ್ವ ತಿಳಿಸಿದರು. [598, 1327, 746, 1354]
registration-dots-right [853, 1410, 886, 1418]
page-label: ಪುಟ [62, 60, 76, 70]
story-paragraph: ಪ್ರಾಚೀನ ಸ್ಥಾನಮಾನ ಪಡೆದ 6 ಭಾಷೆಗಳ ಪೈಕಿ ಕನ್ನಡ ಕೂಡ ಒಂದು. ತಮಿಳುನಾಡಿನಲ್ಲಿ ಶೇ.92 ಹಾಗೂ ಕೇರಳದಲ್ಲಿ ಶೇ.97ರಷ್ಟು ಜನರು ತಮ್ಮ ಮಾತೃಭಾಷೆ ಮಾತನಾಡುತ್ತಾರೆ. [585, 308, 724, 335]
lead-photo [452, 176, 724, 304]
story-paragraph: ರಾಜ್ಯದಲ್ಲಿ ಮತದಾರರ ಸಂಖ್ಯೆ ಹೆಚ್ಚಳವಾಗಿದೆ. 80 ವರ್ಷ ಮೇಲ್ಪಟ್ಟ ಮತದಾರರಿಗೆ ಮನೆಯಿಂದಲೇ ಮತದಾನ ಮಾಡುವ ಅವಕಾಶ ಕಲ್ಪಿಸಲಾಗಿದೆ. ಚುನಾವಣಾ ಆಯೋಗ ಎಲ್ಲಾ ಸಿದ್ಧತೆ ಮಾಡಿಕೊಂಡಿದೆ. ಮತಗಟ್ಟೆಗಳಲ್ಲಿ ಮೂಲಭೂತ ಸೌಕರ್ಯ ಒದಗಿಸಲಾಗಿದೆ. [58, 662, 290, 690]
bsp-body [660, 602, 1002, 658]
story-headline: ದೋಸೆ ಮಾಡಿ, ಸವಿದ ಪ್ರಿಯಾಂಕ [58, 827, 290, 847]
sun-gazing-photo [297, 1201, 595, 1313]
masthead-rule [58, 80, 888, 82]
bullet-icon: ● [294, 136, 305, 150]
story-paragraph: ಮೈಸೂರು, ಏ. 26-ವಿದ್ಯಾವರ್ಧಕ ಕಾಲೇಜಿನಲ್ಲಿ "Digital Financial Literacy and its Relevance for Social Economic Development" ವಿಷಯ ಕುರಿತು ಏ.29ರಂದು ರಾಷ್ಟ್ರ ಮಟ್ಟದ ಸಮ್ಮೇಳನ ನಡೆಯಲಿದೆ. "Financial Technology-Need of the Hour" ಹಾಗೂ "Impact of Digital Financial Literacy on Socio-Economic Development" ವಿಷಯಗಳ ಮಂಡನೆ ನಡೆಯಲಿದೆ. [296, 872, 532, 1002]
story-paragraph: ಮೈಸೂರು, ಏ. 26-ಓಕಿನಾವ ಸ್ಕೂಲ್ ಆಫ್ ಕರಾಟೆ ಸಂಸ್ಥೆಯಿಂದ ಮೇ 1 ರಿಂದ 15 ರವರೆಗೆ ಉಚಿತ ಬೇಸಿಗೆ ಕರಾಟೆ ತರಬೇತಿ ಶಿಬಿರ ಆಯೋಜಿಸಲಾಗಿದೆ. ಹೆಚ್ಚಿನ ವಿವರಗಳಿಗೆ ಮೊ. 9844169591 ಸಂಪರ್ಕಿಸಬಹುದು. [662, 974, 882, 1002]
section-divider [658, 662, 886, 663]
press-meet-photo [661, 513, 887, 599]
section-divider [294, 470, 886, 471]
